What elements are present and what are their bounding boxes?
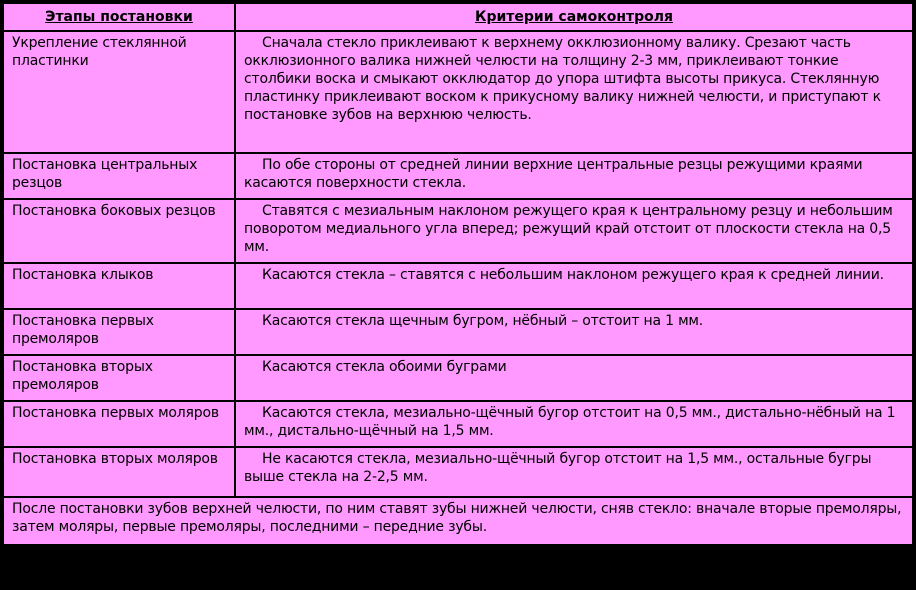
table-row <box>4 310 912 354</box>
stage-cell: Укрепление стеклянной пластинки <box>4 32 234 152</box>
criteria-cell: Касаются стекла – ставятся с небольшим наклоном режущего края к средней линии. <box>236 264 912 308</box>
criteria-cell: Касаются стекла обоими буграми <box>236 356 912 400</box>
table-row <box>4 154 912 198</box>
stage-cell: Постановка центральных резцов <box>4 154 234 198</box>
stage-cell: Постановка вторых моляров <box>4 448 234 496</box>
criteria-cell: Касаются стекла щечным бугром, нёбный – отстоит на 1 мм. <box>236 310 912 354</box>
header-stages: Этапы постановки <box>4 4 234 30</box>
footer-row <box>4 498 912 544</box>
stage-cell: Постановка вторых премоляров <box>4 356 234 400</box>
table-row <box>4 448 912 496</box>
criteria-cell: Ставятся с мезиальным наклоном режущего края к центральному резцу и небольшим поворотом медиального угла вперед; режущий край отстоит от плоскости стекла на 0,5 мм. <box>236 200 912 262</box>
self-control-table <box>2 2 914 546</box>
table-row <box>4 356 912 400</box>
criteria-cell: Касаются стекла, мезиально-щёчный бугор отстоит на 0,5 мм., дистально-нёбный на 1 мм., дистально-щёчный на 1,5 мм. <box>236 402 912 446</box>
criteria-cell: Сначала стекло приклеивают к верхнему окклюзионному валику. Срезают часть окклюзионного валика нижней челюсти на толщину 2-3 мм, приклеивают тонкие столбики воска и смыкают окклюдатор до упора штифта высоты прикуса. Стеклянную пластинку приклеивают воском к прикусному валику нижней челюсти, и приступают к постановке зубов на верхнюю челюсть. <box>236 32 912 152</box>
stage-cell: Постановка клыков <box>4 264 234 308</box>
table-row <box>4 402 912 446</box>
criteria-cell: Не касаются стекла, мезиально-щёчный бугор отстоит на 1,5 мм., остальные бугры выше стекла на 2-2,5 мм. <box>236 448 912 496</box>
table-row <box>4 264 912 308</box>
stage-cell: Постановка первых премоляров <box>4 310 234 354</box>
header-row <box>4 4 912 30</box>
header-criteria: Критерии самоконтроля <box>236 4 912 30</box>
table-row <box>4 200 912 262</box>
stage-cell: Постановка боковых резцов <box>4 200 234 262</box>
footer-note: После постановки зубов верхней челюсти, по ним ставят зубы нижней челюсти, сняв стекло: вначале вторые премоляры, затем моляры, первые премоляры, последними – передние зубы. <box>4 498 912 544</box>
criteria-cell: По обе стороны от средней линии верхние центральные резцы режущими краями касаются поверхности стекла. <box>236 154 912 198</box>
table-row <box>4 32 912 152</box>
stage-cell: Постановка первых моляров <box>4 402 234 446</box>
